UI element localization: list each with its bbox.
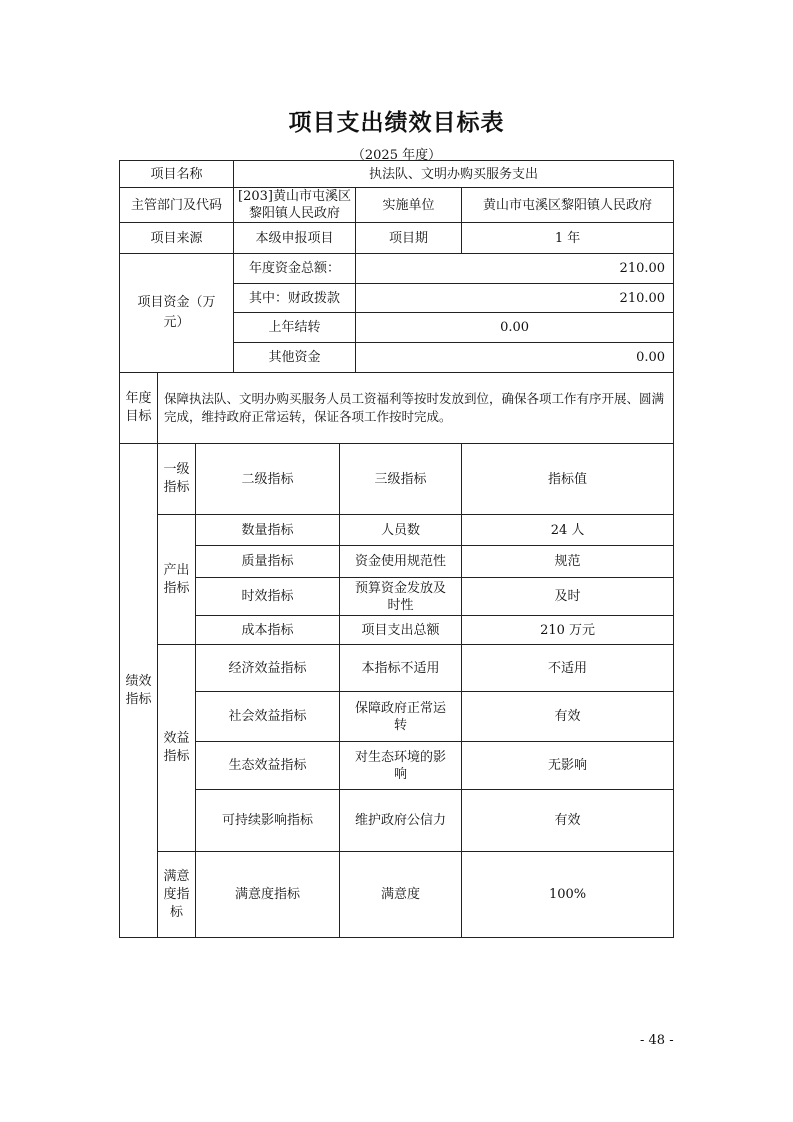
level2-cell: 可持续影响指标 bbox=[196, 790, 340, 852]
level1-satisfaction: 满意度指标 bbox=[158, 852, 196, 938]
value-cell: 有效 bbox=[462, 790, 674, 852]
table-row bbox=[120, 790, 674, 852]
level2-cell: 社会效益指标 bbox=[196, 692, 340, 742]
value-cell: 及时 bbox=[462, 578, 674, 616]
value-cell: 有效 bbox=[462, 692, 674, 742]
project-funds-label bbox=[120, 254, 234, 373]
header-level2: 二级指标 bbox=[196, 444, 340, 515]
row-department bbox=[120, 188, 674, 223]
level2-cell: 满意度指标 bbox=[196, 852, 340, 938]
value-cell: 24 人 bbox=[462, 515, 674, 546]
level2-cell: 成本指标 bbox=[196, 616, 340, 645]
fund-fiscal-value: 210.00 bbox=[356, 284, 674, 313]
fund-total-label: 年度资金总额： bbox=[234, 254, 356, 284]
table-row bbox=[120, 852, 674, 938]
fund-other-label: 其他资金 bbox=[234, 343, 356, 373]
fund-carryover-label: 上年结转 bbox=[234, 313, 356, 343]
level3-cell: 预算资金发放及时性 bbox=[340, 578, 462, 616]
department-value: [203]黄山市屯溪区黎阳镇人民政府 bbox=[234, 188, 356, 223]
level3-cell: 对生态环境的影响 bbox=[340, 742, 462, 790]
project-name-value: 执法队、文明办购买服务支出 bbox=[234, 161, 674, 188]
level2-cell: 生态效益指标 bbox=[196, 742, 340, 790]
value-cell: 无影响 bbox=[462, 742, 674, 790]
level3-cell: 项目支出总额 bbox=[340, 616, 462, 645]
header-level1: 一级指标 bbox=[158, 444, 196, 515]
header-level3: 三级指标 bbox=[340, 444, 462, 515]
project-period-label: 项目期 bbox=[356, 223, 462, 254]
annual-goal-text: 保障执法队、文明办购买服务人员工资福利等按时发放到位，确保各项工作有序开展、圆满完成，维持政府正常运转，保证各项工作按时完成。 bbox=[158, 373, 674, 444]
level2-cell: 时效指标 bbox=[196, 578, 340, 616]
table-row bbox=[120, 578, 674, 616]
implementing-unit-value: 黄山市屯溪区黎阳镇人民政府 bbox=[462, 188, 674, 223]
project-funds-label-text: 项目资金（万元） bbox=[137, 295, 216, 330]
fund-fiscal-label: 其中：财政拨款 bbox=[234, 284, 356, 313]
level1-output: 产出指标 bbox=[158, 515, 196, 645]
level2-cell: 质量指标 bbox=[196, 546, 340, 578]
fund-carryover-value: 0.00 bbox=[356, 313, 674, 343]
fund-total-value: 210.00 bbox=[356, 254, 674, 284]
performance-indicators-label: 绩效指标 bbox=[120, 444, 158, 938]
level3-cell: 满意度 bbox=[340, 852, 462, 938]
row-project-name bbox=[120, 161, 674, 188]
level3-cell: 本指标不适用 bbox=[340, 645, 462, 692]
performance-target-table bbox=[119, 160, 674, 938]
row-annual-goal bbox=[120, 373, 674, 444]
level2-cell: 数量指标 bbox=[196, 515, 340, 546]
fund-other-value: 0.00 bbox=[356, 343, 674, 373]
table-row bbox=[120, 616, 674, 645]
project-period-value: 1 年 bbox=[462, 223, 674, 254]
level3-cell: 保障政府正常运转 bbox=[340, 692, 462, 742]
level3-cell: 维护政府公信力 bbox=[340, 790, 462, 852]
row-source bbox=[120, 223, 674, 254]
row-fund-total bbox=[120, 254, 674, 284]
implementing-unit-label: 实施单位 bbox=[356, 188, 462, 223]
year-label: （2025 年度） bbox=[351, 148, 442, 163]
table-row bbox=[120, 645, 674, 692]
table-row bbox=[120, 515, 674, 546]
page-number: - 48 - bbox=[640, 1033, 674, 1048]
page-title: 项目支出绩效目标表 bbox=[288, 109, 505, 136]
level3-cell: 人员数 bbox=[340, 515, 462, 546]
project-name-label: 项目名称 bbox=[120, 161, 234, 188]
table-row bbox=[120, 692, 674, 742]
value-cell: 210 万元 bbox=[462, 616, 674, 645]
level2-cell: 经济效益指标 bbox=[196, 645, 340, 692]
department-label: 主管部门及代码 bbox=[120, 188, 234, 223]
project-source-label: 项目来源 bbox=[120, 223, 234, 254]
value-cell: 规范 bbox=[462, 546, 674, 578]
header-value: 指标值 bbox=[462, 444, 674, 515]
value-cell: 100% bbox=[462, 852, 674, 938]
table-row bbox=[120, 742, 674, 790]
annual-goal-label: 年度目标 bbox=[120, 373, 158, 444]
table-row bbox=[120, 546, 674, 578]
level3-cell: 资金使用规范性 bbox=[340, 546, 462, 578]
level1-benefit: 效益指标 bbox=[158, 645, 196, 852]
row-indicator-header bbox=[120, 444, 674, 515]
project-source-value: 本级申报项目 bbox=[234, 223, 356, 254]
value-cell: 不适用 bbox=[462, 645, 674, 692]
